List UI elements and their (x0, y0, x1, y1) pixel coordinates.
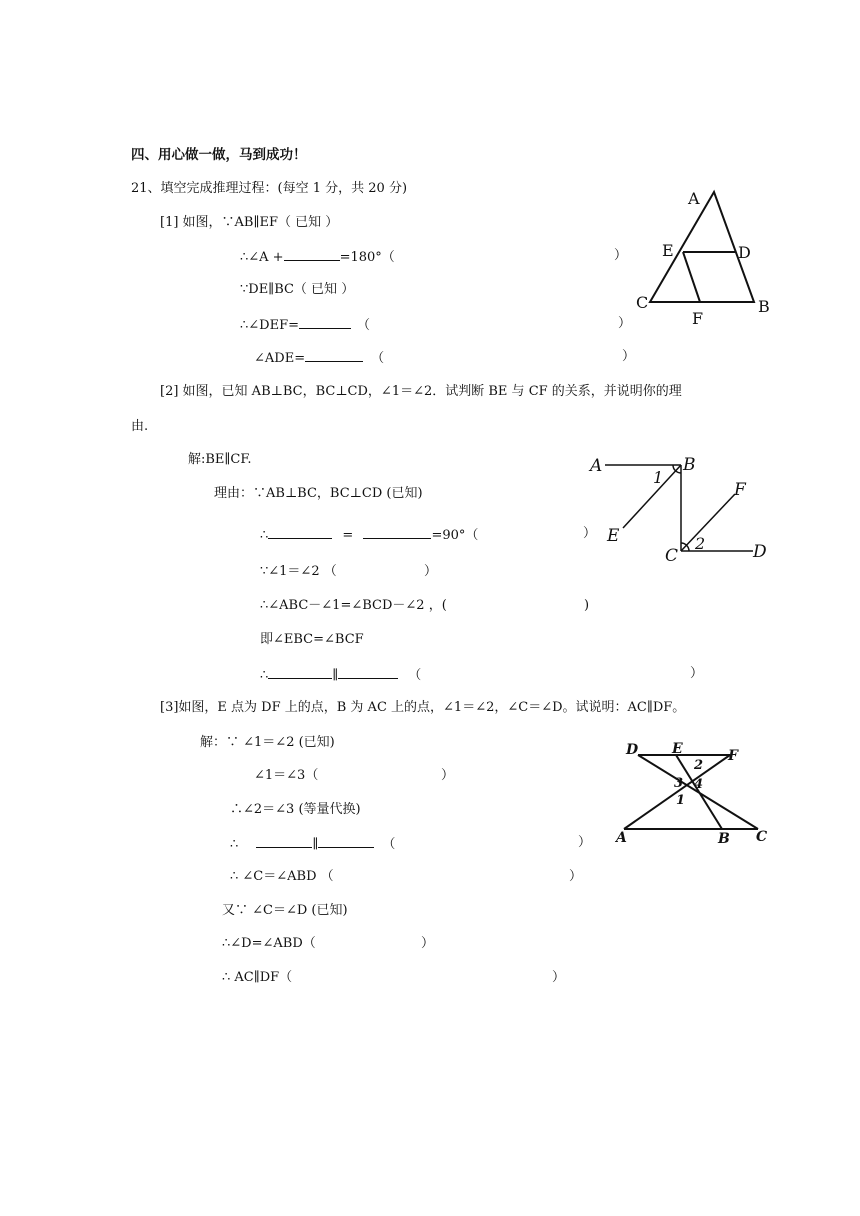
p1-line4 (240, 315, 370, 335)
p3-line3: ∠1＝∠3（ (254, 768, 319, 783)
p3-l9-close: ） (552, 970, 566, 985)
figure-3-parallel (610, 738, 775, 848)
p2-l8-text-c: （ (408, 668, 422, 683)
p1-blank-3[interactable] (305, 348, 363, 362)
p3-l8-close: ） (421, 936, 435, 951)
fig1-label-A: A (688, 189, 700, 208)
p1-line2 (240, 247, 395, 267)
p1-l5-text-b: （ (371, 351, 385, 366)
p3-l5-text-c: （ (382, 837, 396, 852)
fig2-label-A: A (590, 456, 603, 476)
p2-l4-text-c: =90°（ (431, 528, 479, 543)
fig2-label-F: F (734, 480, 746, 500)
figure-1-triangle (630, 186, 780, 326)
fig3-label-E: E (672, 741, 683, 757)
p2-line6: ∴∠ABC－∠1=∠BCD－∠2 ，( (260, 598, 447, 613)
p3-l6-close: ） (569, 869, 583, 884)
fig3-num-2: 2 (694, 758, 704, 773)
p3-line6: ∴ ∠C＝∠ABD （ (230, 869, 334, 884)
p2-l5-text-a: ∵∠1＝∠2 （ (260, 564, 337, 579)
fig3-label-A: A (616, 830, 627, 846)
fig3-label-B: B (718, 831, 730, 847)
fig3-num-3: 3 (674, 776, 684, 791)
p2-blank-4[interactable] (338, 665, 398, 679)
p1-line3: ∵DE∥BC（ 已知 ） (240, 282, 355, 297)
p1-blank-2[interactable] (299, 315, 351, 329)
p2-l8-text-a: ∴ (260, 668, 269, 683)
p2-l6-close: ) (584, 598, 590, 613)
figure-2-perpendicular (585, 450, 775, 570)
fig1-label-F: F (692, 309, 704, 328)
fig3-num-1: 1 (676, 793, 686, 808)
p3-line9: ∴ AC∥DF（ (222, 970, 293, 985)
p3-blank-2[interactable] (318, 834, 374, 848)
p2-line8 (260, 665, 421, 685)
p1-line1: [1] 如图，∵AB∥EF（ 已知 ） (160, 215, 339, 230)
fig1-label-D: D (738, 243, 751, 262)
p2-line1: [2] 如图，已知 AB⊥BC，BC⊥CD，∠1＝∠2．试判断 BE 与 CF 的关系，并说明你的理 (160, 384, 682, 399)
fig2-label-B: B (683, 455, 696, 475)
p2-l5-close: ） (424, 564, 438, 579)
fig1-label-C: C (636, 293, 649, 312)
p2-line1b: 由. (131, 419, 149, 434)
fig3-label-F: F (728, 748, 738, 764)
p2-l8-text-b: ∥ (332, 668, 339, 683)
p1-l5-text-a: ∠ADE= (254, 351, 306, 366)
fig2-label-E: E (607, 526, 620, 546)
p1-l2-text-b: =180°（ (339, 250, 395, 265)
p3-l5-close: ） (578, 835, 592, 850)
p1-l4-text-b: （ (357, 318, 371, 333)
p1-l5-close: ） (622, 349, 636, 364)
p3-l5-text-b: ∥ (312, 837, 319, 852)
fig3-label-C: C (756, 829, 768, 845)
p2-blank-1[interactable] (268, 525, 332, 539)
fig3-label-D: D (626, 742, 639, 758)
p3-line5 (230, 834, 395, 854)
section-title: 四、用心做一做，马到成功！ (131, 147, 307, 163)
p3-line1: [3]如图，E 点为 DF 上的点，B 为 AC 上的点，∠1＝∠2，∠C＝∠D。试说明：AC∥DF。 (160, 700, 686, 715)
p1-l2-text-a: ∴∠A + (240, 250, 284, 265)
p3-line8: ∴∠D=∠ABD（ (222, 936, 316, 951)
p3-line4: ∴∠2＝∠3 (等量代换) (230, 802, 361, 817)
p2-line2: 解:BE∥CF. (188, 452, 252, 467)
fig2-label-D: D (753, 542, 767, 562)
p3-l3-close: ） (441, 768, 455, 783)
question-heading: 21、填空完成推理过程：(每空 1 分，共 20 分) (131, 181, 408, 196)
p1-line5 (254, 348, 384, 368)
p2-l4-text-a: ∴ (260, 528, 269, 543)
p2-blank-3[interactable] (268, 665, 332, 679)
p2-l4-close: ） (583, 526, 597, 541)
p2-line4 (260, 525, 478, 545)
fig2-num-1: 1 (653, 468, 664, 487)
fig3-num-4: 4 (694, 777, 704, 792)
p2-l8-close: ） (690, 666, 704, 681)
p2-line7: 即∠EBC=∠BCF (260, 632, 364, 647)
p3-l5-text-a: ∴ (230, 837, 243, 852)
p1-blank-1[interactable] (284, 247, 340, 261)
p2-l4-text-b: = (338, 528, 358, 543)
p2-blank-2[interactable] (363, 525, 431, 539)
p3-blank-1[interactable] (256, 834, 312, 848)
p1-l4-text-a: ∴∠DEF= (240, 318, 299, 333)
fig1-label-B: B (758, 297, 770, 316)
fig1-label-E: E (662, 241, 674, 260)
fig2-num-2: 2 (695, 534, 706, 553)
p2-line5 (260, 563, 337, 581)
p1-l2-close: ） (614, 248, 628, 263)
p3-line7: 又∵ ∠C＝∠D (已知) (222, 903, 348, 918)
p3-line2: 解：∵ ∠1＝∠2 (已知) (200, 735, 335, 750)
fig2-label-C: C (665, 546, 679, 566)
p2-line3: 理由：∵AB⊥BC，BC⊥CD (已知) (214, 486, 423, 501)
p1-l4-close: ） (618, 316, 632, 331)
